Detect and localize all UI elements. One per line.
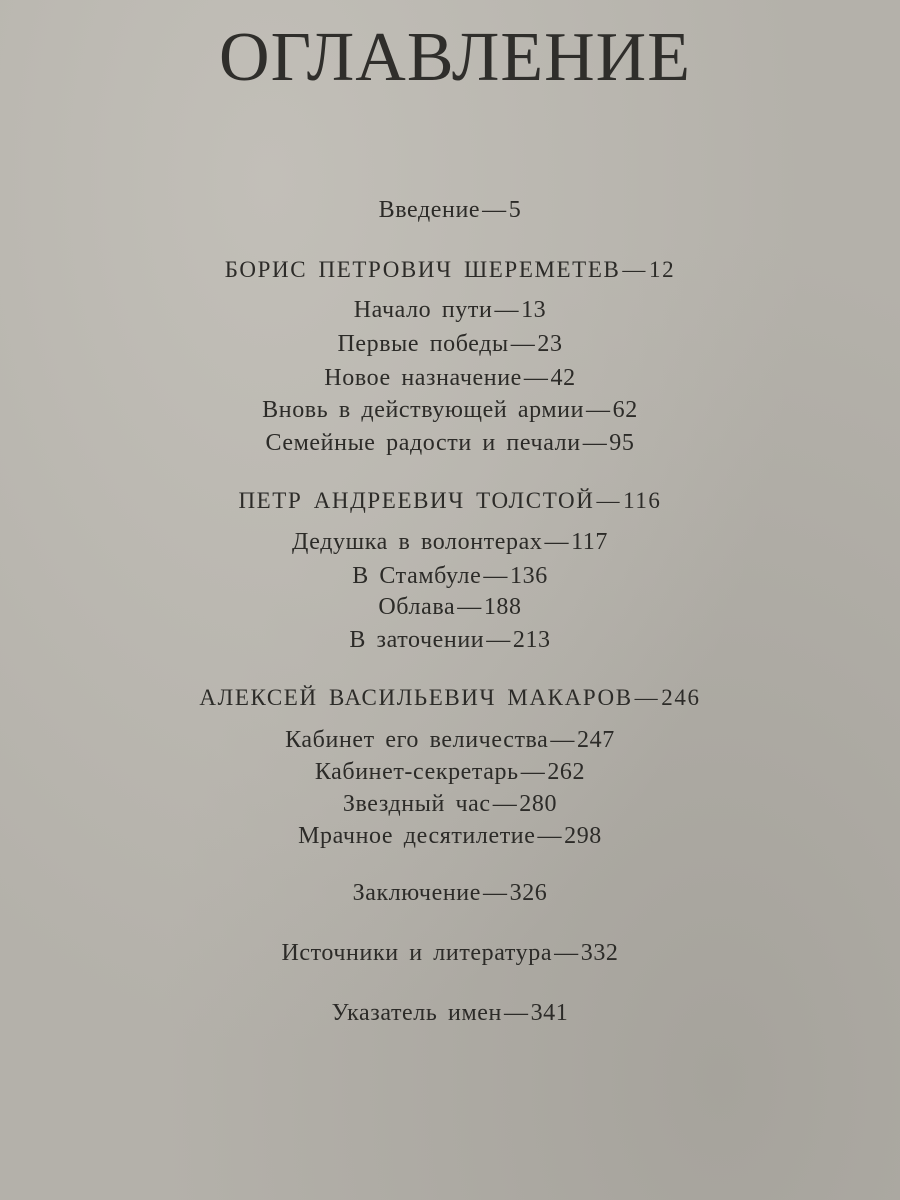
toc-entry-page: 13 bbox=[521, 297, 547, 323]
toc-chapter: В заточении—213 bbox=[349, 627, 551, 653]
toc-entry-text: Звездный час bbox=[342, 791, 491, 817]
toc-part-tolstoy: ПЕТР АНДРЕЕВИЧ ТОЛСТОЙ—116 bbox=[238, 488, 662, 513]
toc-entry-text: В заточении bbox=[349, 627, 485, 653]
toc-chapter: Новое назначение—42 bbox=[324, 365, 576, 391]
toc-chapter: Облава—188 bbox=[378, 594, 522, 620]
toc-entry-conclusion: Заключение—326 bbox=[352, 880, 548, 906]
toc-entry-page: 62 bbox=[612, 397, 638, 423]
toc-entry-text: Мрачное десятилетие bbox=[298, 823, 536, 849]
toc-entry-sources: Источники и литература—332 bbox=[281, 940, 619, 966]
toc-entry-text: Заключение bbox=[352, 880, 481, 906]
toc-entry-text: Первые победы bbox=[337, 331, 509, 357]
toc-entry-index: Указатель имен—341 bbox=[331, 1000, 569, 1026]
toc-entry-intro: Введение—5 bbox=[378, 197, 522, 223]
toc-entry-text: Вновь в действующей армии bbox=[262, 397, 585, 423]
toc-entry-text: Новое назначение bbox=[324, 365, 522, 391]
toc-chapter: Семейные радости и печали—95 bbox=[265, 430, 635, 456]
toc-entry-page: 326 bbox=[509, 880, 548, 906]
toc-entry-text: БОРИС ПЕТРОВИЧ ШЕРЕМЕТЕВ bbox=[224, 257, 621, 282]
toc-entry-page: 188 bbox=[483, 594, 522, 620]
toc-chapter: Кабинет его величества—247 bbox=[285, 727, 615, 753]
toc-entry-page: 298 bbox=[564, 823, 602, 849]
toc-entry-page: 117 bbox=[571, 529, 608, 555]
toc-entry-page: 23 bbox=[537, 331, 563, 357]
toc-entry-text: Семейные радости и печали bbox=[265, 430, 581, 456]
toc-entry-page: 116 bbox=[623, 488, 662, 513]
toc-entry-page: 5 bbox=[508, 197, 522, 223]
toc-entry-page: 213 bbox=[512, 627, 551, 653]
toc-entry-text: Дедушка в волонтерах bbox=[292, 529, 543, 555]
toc-chapter: В Стамбуле—136 bbox=[352, 563, 548, 589]
toc-entry-page: 136 bbox=[510, 563, 548, 589]
toc-entry-page: 247 bbox=[577, 727, 615, 753]
toc-entry-page: 246 bbox=[661, 685, 701, 710]
toc-entry-page: 12 bbox=[649, 257, 676, 282]
toc-entry-text: Облава bbox=[378, 594, 456, 620]
toc-entry-page: 262 bbox=[547, 759, 586, 785]
toc-chapter: Дедушка в волонтерах—117 bbox=[292, 529, 608, 555]
toc-part-makarov: АЛЕКСЕЙ ВАСИЛЬЕВИЧ МАКАРОВ—246 bbox=[199, 685, 701, 710]
toc-entry-text: Источники и литература bbox=[281, 940, 553, 966]
toc-entry-page: 95 bbox=[609, 430, 635, 456]
toc-entry-page: 341 bbox=[530, 1000, 569, 1026]
toc-entry-text: Введение bbox=[378, 197, 481, 223]
toc-chapter: Начало пути—13 bbox=[353, 297, 547, 323]
toc-entry-text: Кабинет-секретарь bbox=[314, 759, 519, 785]
toc-chapter: Звездный час—280 bbox=[342, 791, 558, 817]
toc-chapter: Кабинет-секретарь—262 bbox=[314, 759, 586, 785]
toc-entry-page: 42 bbox=[550, 365, 576, 391]
toc-entry-text: АЛЕКСЕЙ ВАСИЛЬЕВИЧ МАКАРОВ bbox=[199, 685, 633, 710]
toc-entry-page: 280 bbox=[519, 791, 558, 817]
toc-entry-text: В Стамбуле bbox=[352, 563, 482, 589]
toc-entry-text: Начало пути bbox=[353, 297, 493, 323]
toc-chapter: Мрачное десятилетие—298 bbox=[298, 823, 602, 849]
toc-entry-text: Указатель имен bbox=[331, 1000, 502, 1026]
toc-chapter: Первые победы—23 bbox=[337, 331, 563, 357]
page-title: ОГЛАВЛЕНИЕ bbox=[219, 19, 691, 96]
toc-chapter: Вновь в действующей армии—62 bbox=[262, 397, 638, 423]
toc-entry-page: 332 bbox=[580, 940, 619, 966]
toc-entry-text: ПЕТР АНДРЕЕВИЧ ТОЛСТОЙ bbox=[238, 488, 595, 513]
toc-entry-text: Кабинет его величества bbox=[285, 727, 549, 753]
toc-part-sheremetev: БОРИС ПЕТРОВИЧ ШЕРЕМЕТЕВ—12 bbox=[224, 257, 676, 282]
